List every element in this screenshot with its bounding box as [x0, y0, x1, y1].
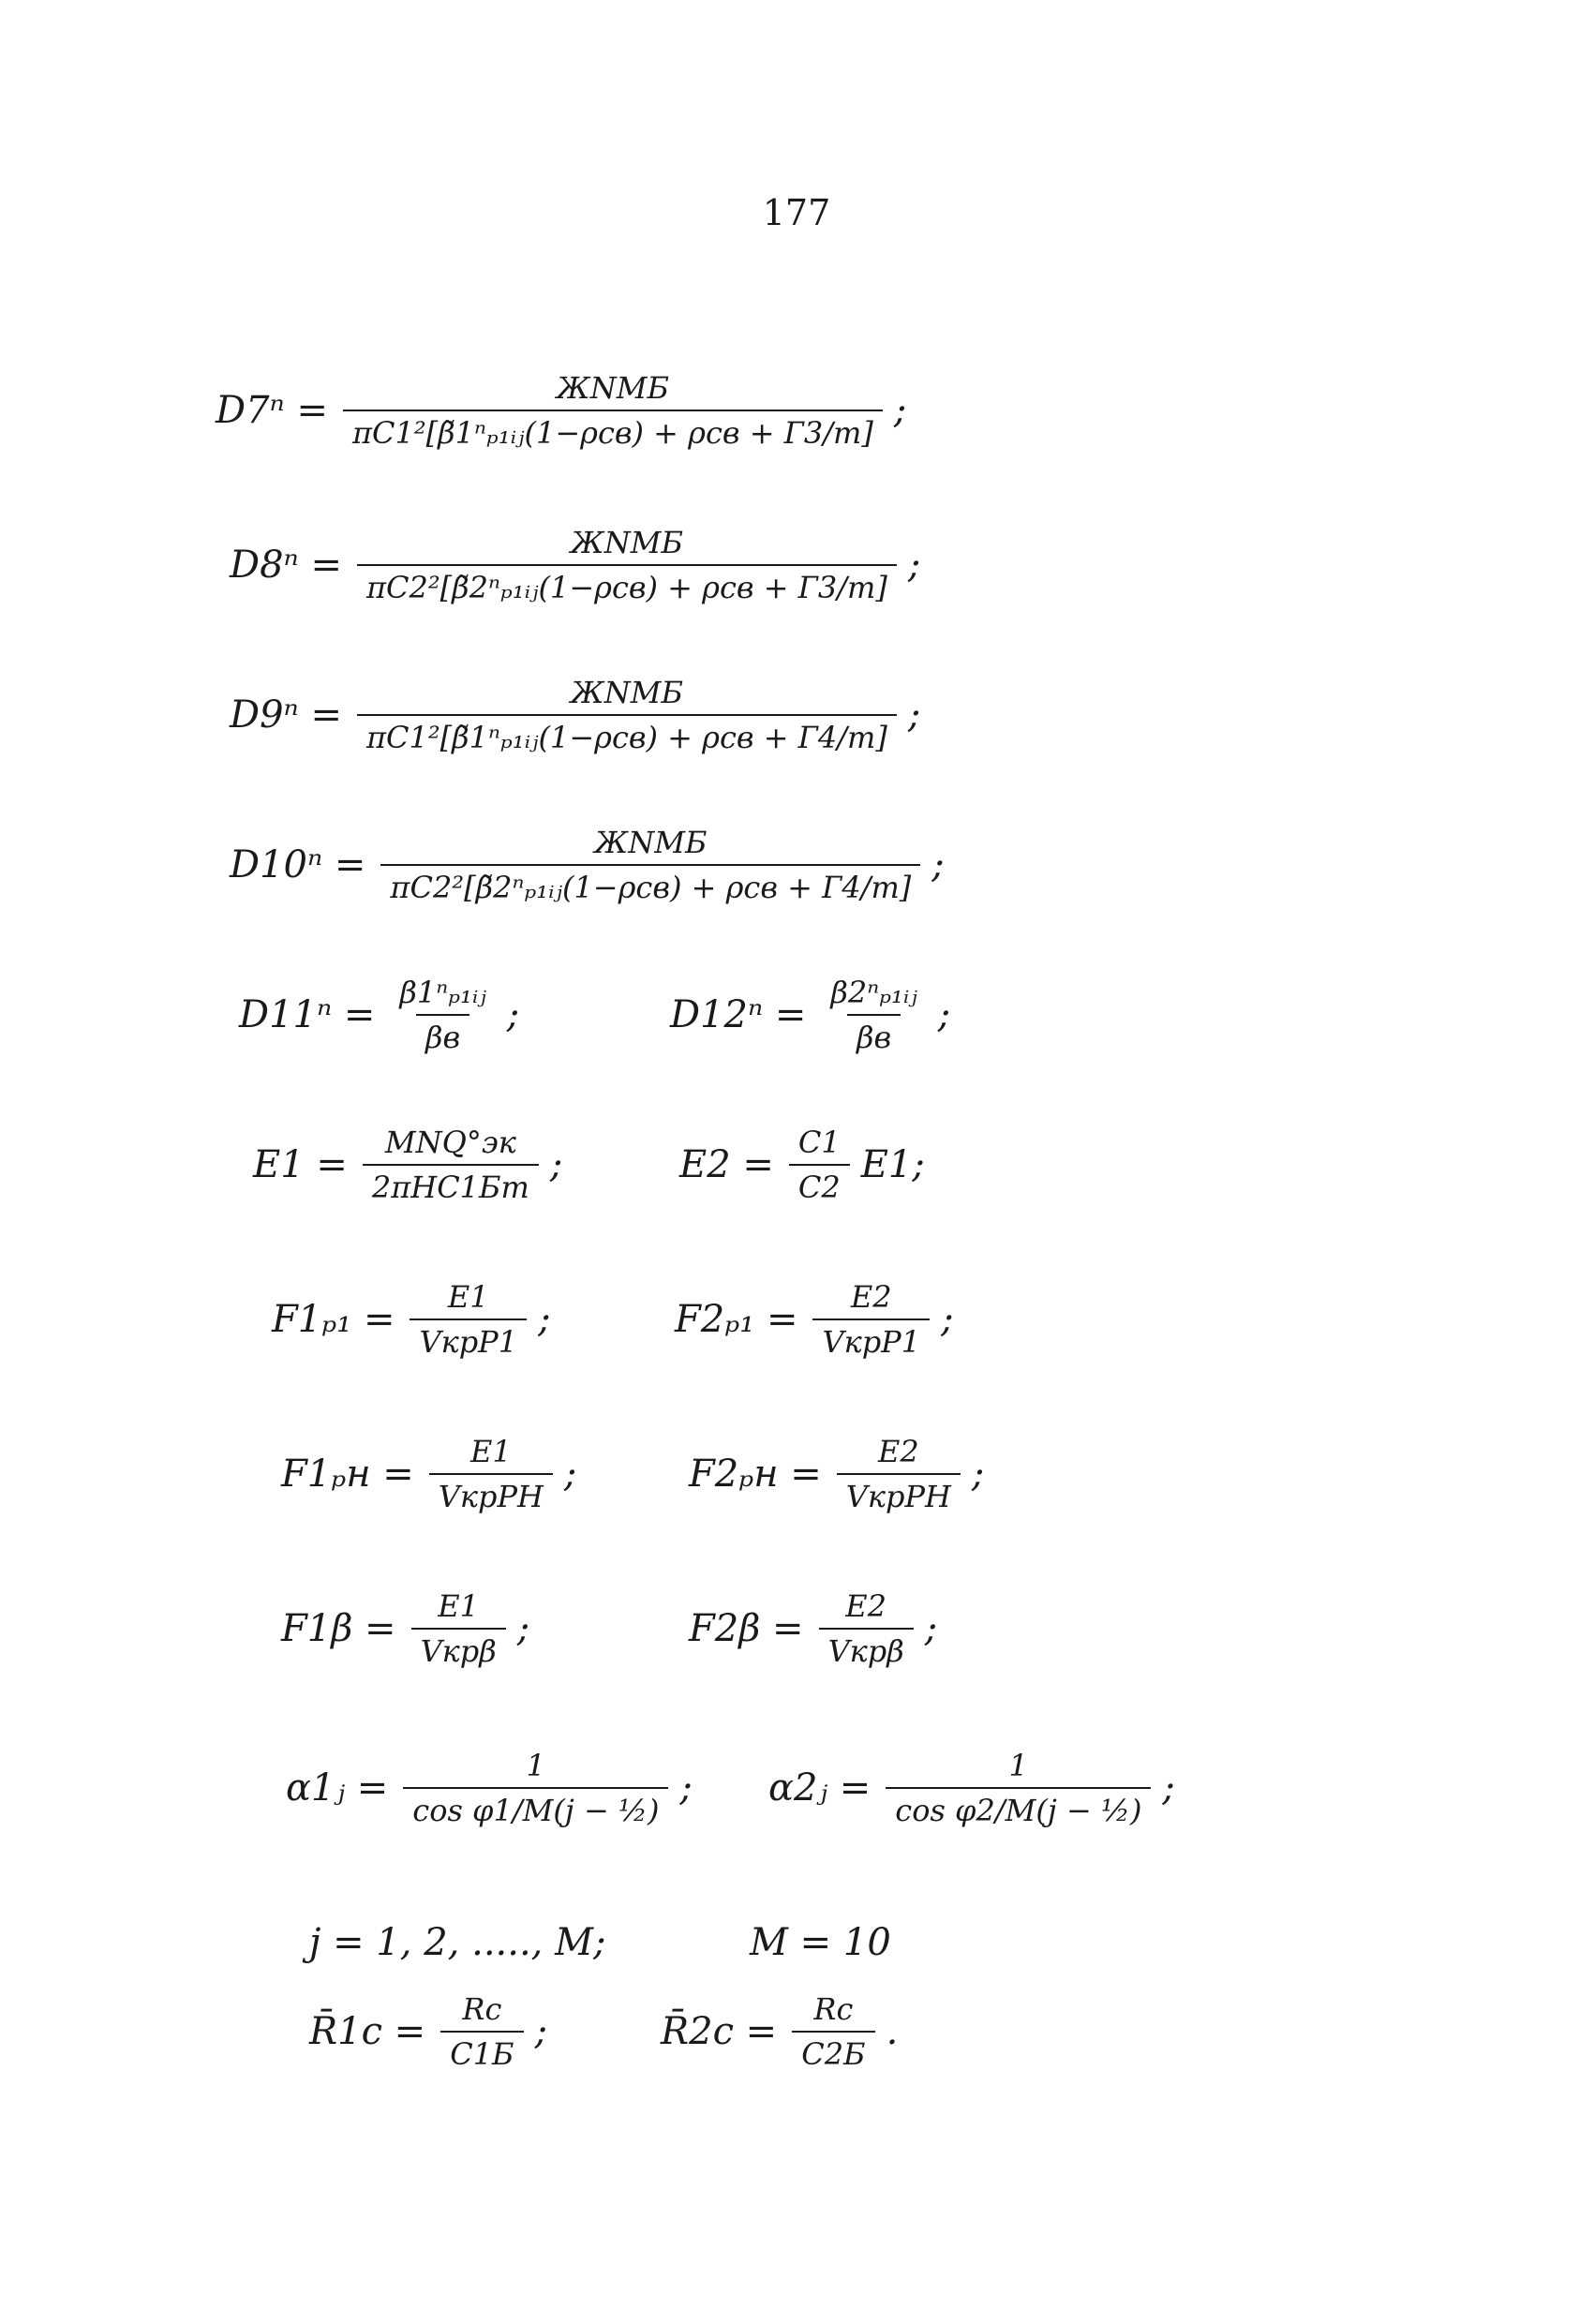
numerator: Rc: [462, 1991, 502, 2027]
fraction: [440, 1991, 523, 2072]
formula-tail: ;: [924, 1607, 938, 1650]
fraction: [343, 370, 883, 451]
numerator: ЖNMБ: [570, 675, 684, 710]
formula-r2c: [661, 1991, 898, 2072]
formula-row-d11-d12: [0, 975, 1594, 1078]
index-line: [0, 1893, 1594, 1996]
fraction: [821, 975, 926, 1055]
formula-row-f-pn: [0, 1434, 1594, 1537]
denominator: Vкрβ: [411, 1628, 506, 1669]
formula-tail: ;: [971, 1452, 985, 1496]
formula-lhs: F1β =: [281, 1607, 396, 1650]
formula-tail: ;: [1162, 1766, 1175, 1810]
numerator: 1: [526, 1748, 546, 1783]
denominator: βв: [847, 1014, 901, 1055]
fraction: [819, 1588, 914, 1669]
formula-lhs: F1ₚн =: [281, 1452, 414, 1496]
formula-d8: [230, 525, 920, 605]
fraction: [789, 1125, 850, 1205]
formula-row-alpha: [0, 1748, 1594, 1851]
numerator: 1: [1008, 1748, 1029, 1783]
denominator: VкрРН: [837, 1473, 961, 1514]
denominator: cos φ1/M(j − ½): [403, 1787, 668, 1828]
fraction: [403, 1748, 668, 1828]
formula-tail: ;: [937, 993, 951, 1036]
fraction: [429, 1434, 553, 1514]
formula-f2-p1: [675, 1279, 954, 1360]
numerator: ЖNMБ: [594, 825, 708, 860]
page-number: 177: [762, 192, 831, 233]
formula-row-f-beta: [0, 1588, 1594, 1691]
formula-tail: ;: [931, 843, 945, 886]
j-range: j = 1, 2, ....., M;: [309, 1921, 606, 1964]
numerator: ЖNMБ: [570, 525, 684, 560]
fraction: [837, 1434, 961, 1514]
formula-tail: ;: [907, 544, 921, 587]
fraction: [363, 1125, 539, 1205]
formula-r1c: [309, 1991, 547, 2072]
formula-tail: ;: [941, 1298, 954, 1341]
fraction: [357, 525, 897, 605]
formula-lhs: D12ⁿ =: [670, 993, 807, 1036]
formula-lhs: R̄2c =: [661, 2010, 778, 2053]
formula-lhs: E2 =: [679, 1143, 774, 1186]
formula-lhs: D10ⁿ =: [230, 843, 366, 886]
formula-tail: ;: [516, 1607, 530, 1650]
denominator: VкрР1: [410, 1318, 527, 1360]
formula-tail: ;: [893, 389, 907, 432]
formula-tail: E1;: [860, 1143, 925, 1186]
formula-tail: ;: [549, 1143, 563, 1186]
formula-lhs: D8ⁿ =: [230, 544, 342, 587]
numerator: E2: [845, 1588, 887, 1624]
numerator: Rc: [813, 1991, 854, 2027]
numerator: MNQ°эк: [384, 1125, 516, 1160]
numerator: E2: [850, 1279, 892, 1315]
fraction: [411, 1588, 506, 1669]
denominator: πC1²[β̃1ⁿₚ₁ᵢⱼ(1−ρcв) + ρcв + Г4/m]: [357, 714, 897, 755]
formula-f1-pn: [281, 1434, 576, 1514]
numerator: β1ⁿₚ₁ᵢⱼ: [399, 975, 486, 1010]
formula-f2-pn: [689, 1434, 984, 1514]
formula-row-d9: [0, 675, 1594, 778]
formula-d9: [230, 675, 920, 755]
numerator: C1: [797, 1125, 841, 1160]
formula-d7: [216, 370, 906, 451]
denominator: πC2²[β̃2ⁿₚ₁ᵢⱼ(1−ρcв) + ρcв + Г3/m]: [357, 564, 897, 605]
numerator: ЖNMБ: [556, 370, 670, 406]
formula-tail: ;: [538, 1298, 551, 1341]
formula-f1-p1: [272, 1279, 551, 1360]
fraction: [390, 975, 495, 1055]
formula-d12: [670, 975, 950, 1055]
formula-e2: [679, 1125, 925, 1205]
fraction: [792, 1991, 874, 2072]
formula-alpha2: [768, 1748, 1175, 1828]
numerator: β2ⁿₚ₁ᵢⱼ: [830, 975, 917, 1010]
denominator: VкрР1: [812, 1318, 930, 1360]
formula-lhs: α1ⱼ =: [286, 1766, 389, 1810]
fraction: [812, 1279, 930, 1360]
denominator: C2: [789, 1164, 850, 1205]
formula-d10: [230, 825, 945, 905]
formula-f1-beta: [281, 1588, 529, 1669]
formula-lhs: F2β =: [689, 1607, 804, 1650]
formula-e1: [253, 1125, 562, 1205]
formula-lhs: D7ⁿ =: [216, 389, 328, 432]
denominator: C1Б: [440, 2031, 523, 2072]
fraction: [410, 1279, 527, 1360]
formula-row-d7: [0, 370, 1594, 473]
formula-tail: ;: [907, 693, 921, 737]
formula-tail: ;: [679, 1766, 693, 1810]
formula-tail: .: [886, 2010, 899, 2053]
denominator: βв: [416, 1014, 469, 1055]
formula-alpha1: [286, 1748, 693, 1828]
formula-lhs: F1ₚ₁ =: [272, 1298, 395, 1341]
formula-lhs: α2ⱼ =: [768, 1766, 871, 1810]
formula-tail: ;: [506, 993, 520, 1036]
numerator: E1: [469, 1434, 512, 1469]
formula-lhs: R̄1c =: [309, 2010, 426, 2053]
denominator: VкрРН: [429, 1473, 553, 1514]
denominator: πC1²[β̃1ⁿₚ₁ᵢⱼ(1−ρcв) + ρcв + Г3/m]: [343, 410, 883, 451]
formula-tail: ;: [534, 2010, 548, 2053]
fraction: [380, 825, 920, 905]
formula-row-d8: [0, 525, 1594, 628]
denominator: Vкрβ: [819, 1628, 914, 1669]
formula-f2-beta: [689, 1588, 937, 1669]
formula-lhs: F2ₚ₁ =: [675, 1298, 798, 1341]
numerator: E1: [438, 1588, 480, 1624]
formula-row-e1-e2: [0, 1125, 1594, 1228]
formula-tail: ;: [563, 1452, 577, 1496]
formula-row-r: [0, 1991, 1594, 2094]
m-value: M = 10: [750, 1921, 891, 1964]
numerator: E1: [447, 1279, 489, 1315]
denominator: cos φ2/M(j − ½): [886, 1787, 1151, 1828]
formula-lhs: D9ⁿ =: [230, 693, 342, 737]
denominator: πC2²[β̃2ⁿₚ₁ᵢⱼ(1−ρcв) + ρcв + Г4/m]: [380, 864, 920, 905]
formula-row-d10: [0, 825, 1594, 928]
fraction: [357, 675, 897, 755]
denominator: C2Б: [792, 2031, 874, 2072]
denominator: 2πHC1Бm: [363, 1164, 539, 1205]
formula-lhs: D11ⁿ =: [239, 993, 376, 1036]
formula-lhs: F2ₚн =: [689, 1452, 822, 1496]
fraction: [886, 1748, 1151, 1828]
formula-d11: [239, 975, 519, 1055]
formula-lhs: E1 =: [253, 1143, 348, 1186]
formula-row-f-p1: [0, 1279, 1594, 1382]
numerator: E2: [877, 1434, 919, 1469]
